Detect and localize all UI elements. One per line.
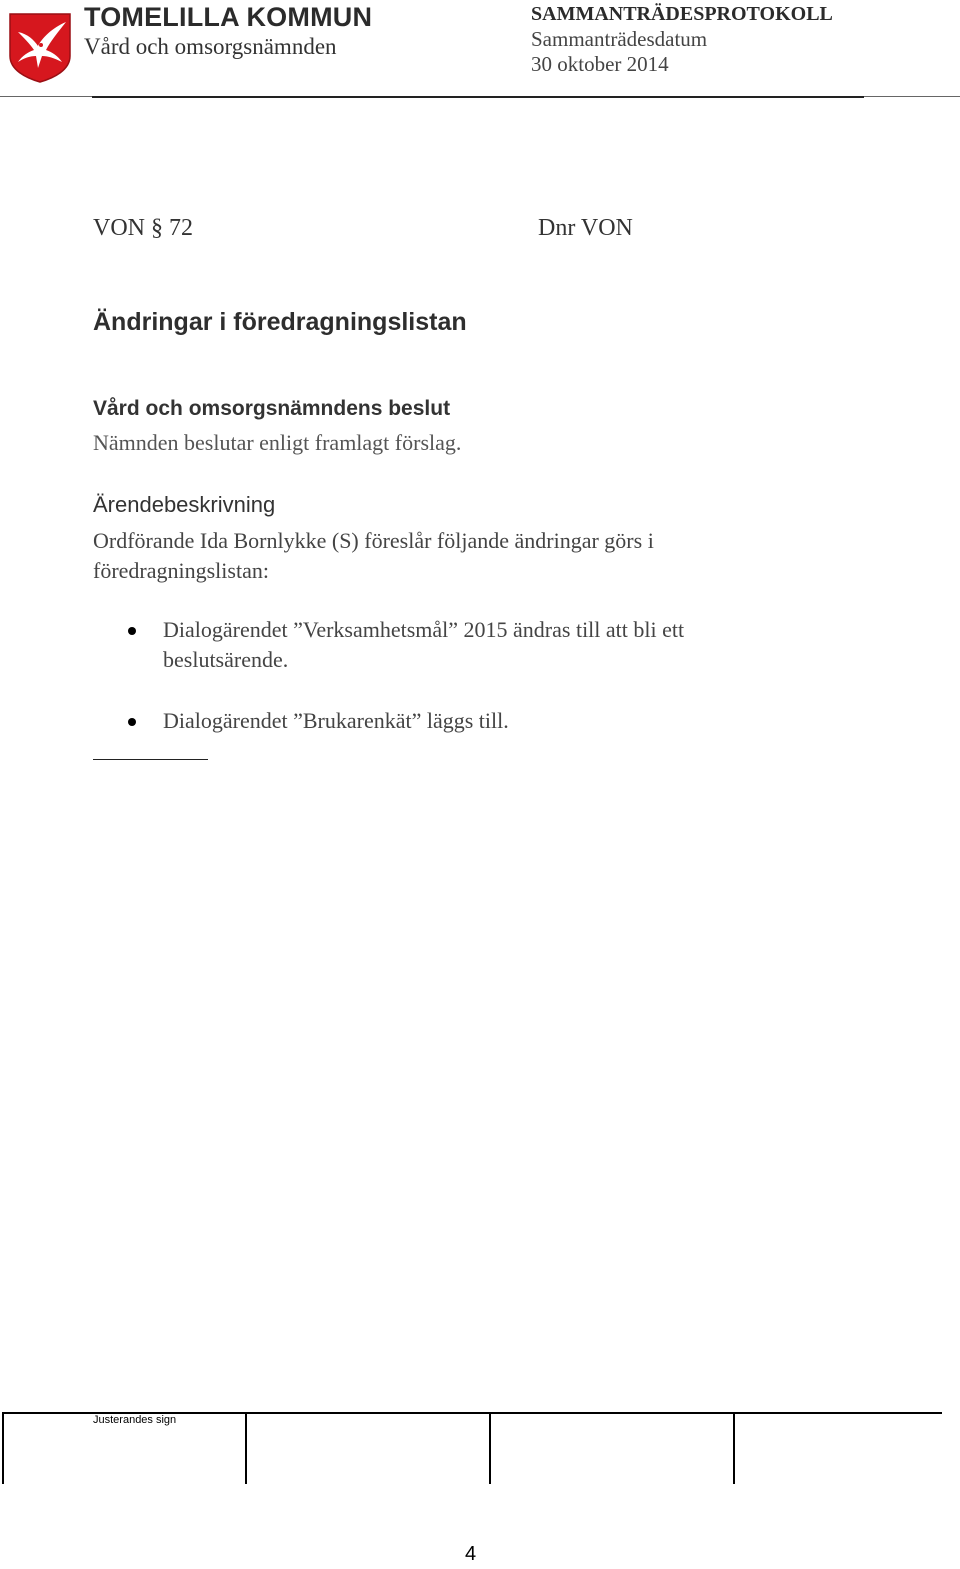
header-divider-bold (92, 96, 864, 98)
page-number: 4 (465, 1543, 477, 1565)
signature-label: Justerandes sign (93, 1414, 177, 1426)
signature-cell (245, 1414, 247, 1484)
list-item-text: Dialogärendet ”Brukarenkät” läggs till. (163, 708, 509, 733)
decision-heading: Vård och omsorgsnämndens beslut (93, 397, 451, 420)
signature-cell (2, 1414, 4, 1484)
list-item (93, 706, 813, 736)
paragraph-number: VON § 72 (93, 215, 193, 241)
decision-text: Nämnden beslutar enligt framlagt förslag. (93, 430, 462, 455)
list-item (93, 615, 813, 675)
change-list (93, 615, 813, 767)
document-type: SAMMANTRÄDESPROTOKOLL (531, 3, 833, 25)
signature-cell (489, 1414, 491, 1484)
bullet-icon (128, 627, 136, 635)
signature-cell (733, 1414, 735, 1484)
section-end-rule (93, 759, 208, 760)
bullet-icon (128, 718, 136, 726)
municipal-coat-of-arms-icon (8, 12, 72, 84)
item-title: Ändringar i föredragningslistan (93, 308, 467, 336)
description-heading: Ärendebeskrivning (93, 492, 276, 517)
organization-name: TOMELILLA KOMMUN (84, 2, 373, 32)
list-item-text: Dialogärendet ”Verksamhetsmål” 2015 ändras till att bli ett beslutsärende. (163, 617, 685, 672)
board-name: Vård och omsorgsnämnden (84, 34, 337, 59)
meeting-date-value: 30 oktober 2014 (531, 52, 669, 76)
case-number: Dnr VON (538, 215, 633, 241)
description-text: Ordförande Ida Bornlykke (S) föreslår följande ändringar görs i föredragningslistan: (93, 528, 654, 583)
meeting-date-label: Sammanträdesdatum (531, 27, 708, 51)
